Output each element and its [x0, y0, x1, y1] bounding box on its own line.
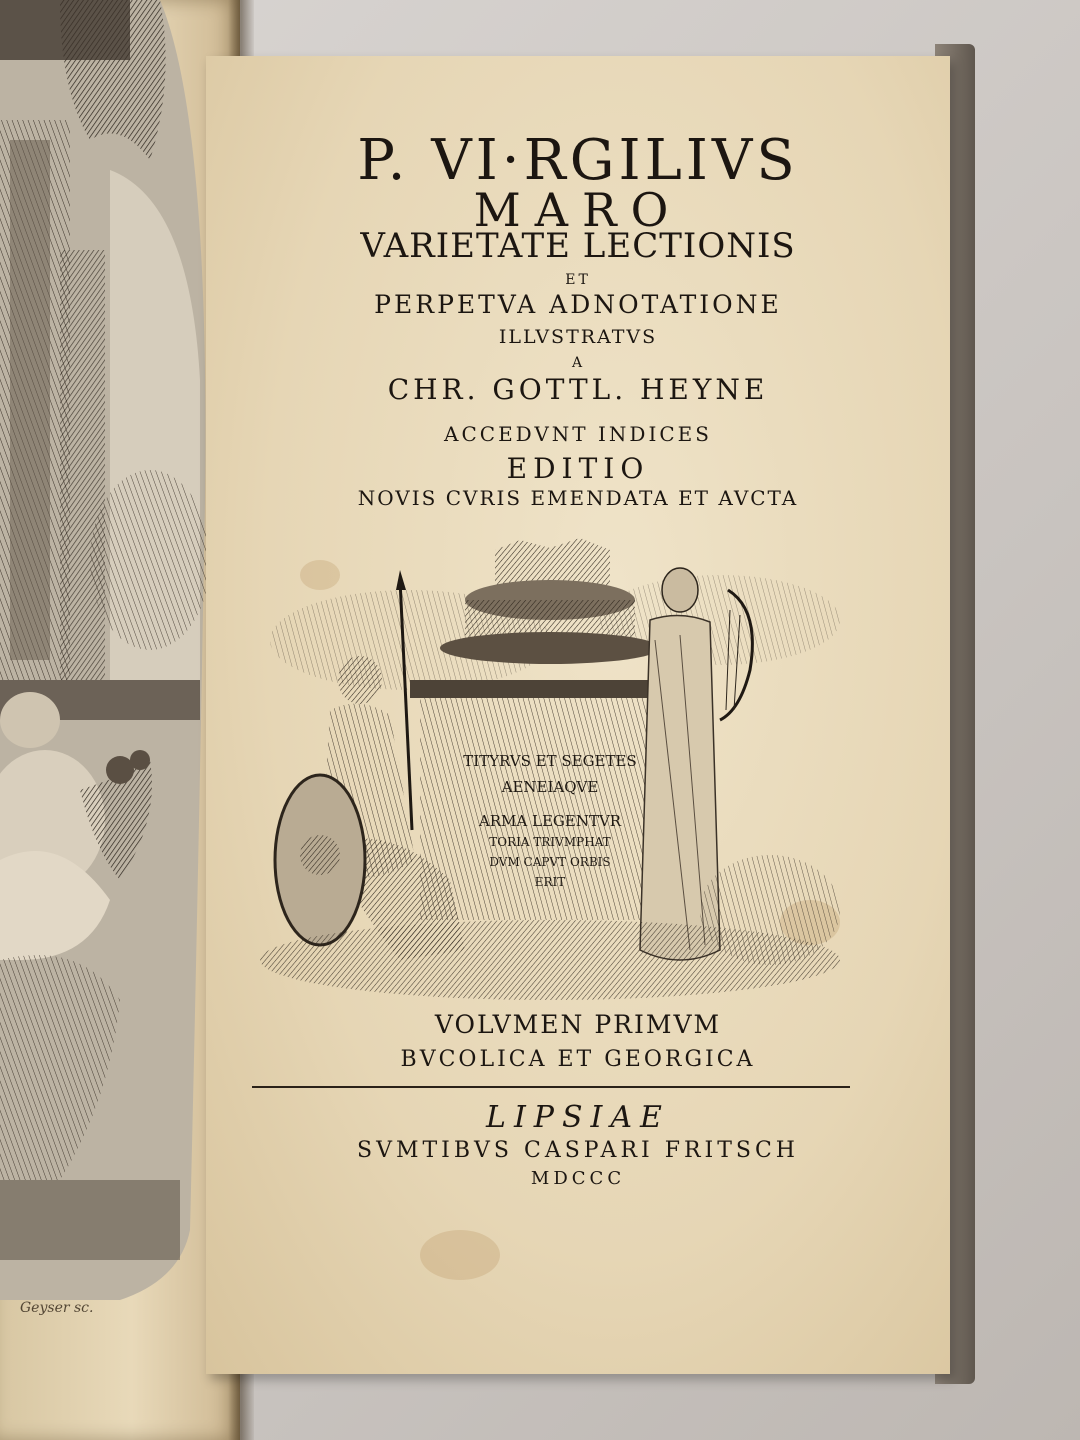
imprint-year: MDCCC	[530, 1168, 626, 1189]
divider-rule	[252, 1086, 850, 1088]
title-a: A	[571, 355, 585, 371]
imprint-publisher: SVMTIBVS CASPARI FRITSCH	[357, 1138, 799, 1163]
inscription-line: ERIT	[534, 875, 566, 889]
title-et: ET	[565, 272, 591, 288]
inscription-line: AENEIAQVE	[501, 778, 599, 796]
title-varietate: VARIETATE LECTIONIS	[360, 226, 796, 266]
inscription-line: TITYRVS ET SEGETES	[463, 752, 637, 770]
title-editio: EDITIO	[506, 452, 650, 485]
title-novis: NOVIS CVRIS EMENDATA ET AVCTA	[357, 486, 799, 510]
volume-contents: BVCOLICA ET GEORGICA	[400, 1047, 756, 1072]
imprint-place: LIPSIAE	[486, 1100, 670, 1135]
frontispiece-engraving	[0, 0, 1, 1]
foxing-spot	[420, 1230, 500, 1280]
inscription-line: TORIA TRIVMPHAT	[489, 835, 611, 849]
title-accedunt: ACCEDVNT INDICES	[444, 422, 712, 446]
title-author: P. VI·RGILIVS	[357, 128, 799, 193]
title-illustratus: ILLVSTRATVS	[498, 326, 658, 348]
inscription-line: ARMA LEGENTVR	[478, 812, 622, 830]
title-vignette	[250, 530, 850, 1010]
inscription-line: DVM CAPVT ORBIS	[489, 855, 611, 869]
title-perpetua: PERPETVA ADNOTATIONE	[374, 290, 782, 319]
engraver-signature: Geyser sc.	[20, 1300, 94, 1316]
title-maro: MARO	[473, 183, 683, 237]
volume-label: VOLVMEN PRIMVM	[434, 1010, 722, 1039]
title-editor: CHR. GOTTL. HEYNE	[387, 373, 769, 406]
